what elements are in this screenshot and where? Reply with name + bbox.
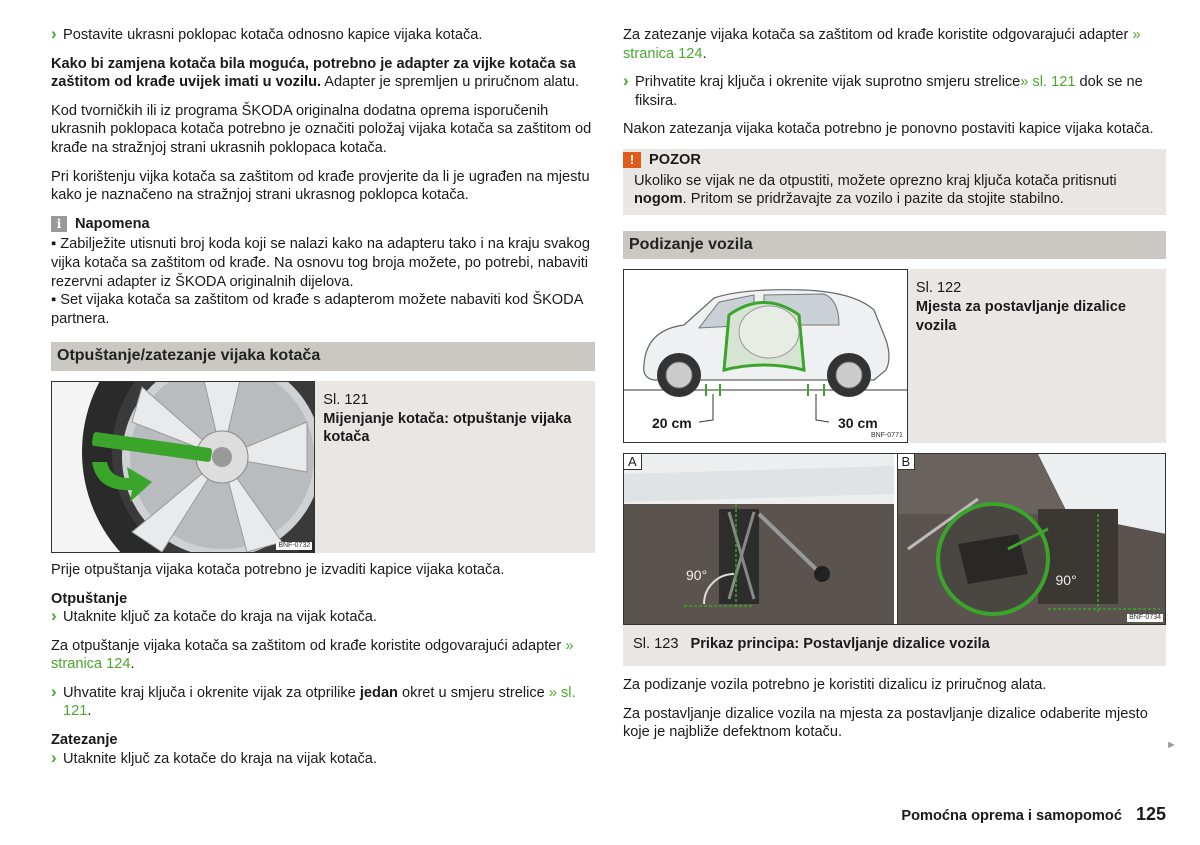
angle-label-a: 90° [686, 567, 708, 584]
figure-number: Sl. 123 [633, 636, 679, 653]
jack-detail-b [897, 454, 1166, 624]
right-column [623, 26, 1166, 752]
figure-link[interactable]: » sl. 121 [63, 684, 576, 720]
instruction-step: › Postavite ukrasni poklopac kotača odnosno kapice vijaka kotača. [51, 26, 595, 45]
continue-arrow-icon: ► [1166, 739, 1177, 751]
page-link[interactable]: » stranica 124 [51, 637, 574, 673]
figure-123 [623, 453, 1166, 666]
text: . [87, 703, 92, 720]
paragraph: Pri korištenju vijka kotača sa zaštitom od krađe provjerite da li je ugrađen na mjestu kako je naznačeno na stražnjoj strani ukrasnog poklopca kotača. [51, 168, 590, 204]
figure-id: BNF-0732 [278, 541, 311, 549]
jack-detail-a [624, 454, 894, 624]
page-number: 125 [1135, 804, 1166, 824]
text: dok se ne fiksira. [635, 74, 1143, 109]
instruction-step: › Utaknite ključ za kotače do kraja na vijak kotača. [51, 608, 595, 627]
figure-122 [623, 269, 1166, 443]
subheading: Otpuštanje [51, 590, 128, 607]
paragraph: Za postavljanje dizalice vozila na mjesta za postavljanje dizalice odaberite mjesto koje je najbliže defektnom kotaču. [623, 705, 1148, 741]
text: Adapter je spremljen u priručnom alatu. [321, 74, 580, 91]
paragraph: Za podizanje vozila potrebno je koristiti dizalicu iz priručnog alata. [623, 676, 1047, 693]
warning-box [623, 149, 1166, 215]
note-title: Napomena [75, 215, 150, 232]
figure-number: Sl. 121 [323, 391, 369, 408]
note-header [51, 215, 595, 234]
figure-caption [623, 625, 1166, 666]
figure-121 [51, 381, 595, 553]
text: . Pritom se pridržavajte za vozilo i pazite da stojite stabilno. [682, 191, 1064, 208]
text: . [130, 656, 135, 673]
text: Ukoliko se vijak ne da otpustiti, možete oprezno kraj ključa kotača pritisnuti [634, 172, 1117, 189]
jack-a-image [624, 454, 894, 624]
bold-text: nogom [634, 191, 683, 208]
warning-body [623, 170, 1166, 209]
warning-title: POZOR [649, 151, 701, 168]
page-link[interactable]: » stranica 124 [623, 27, 1141, 62]
text: okret u smjeru strelice [397, 684, 549, 701]
info-icon: i [51, 216, 67, 232]
figure-id: BNF-0771 [870, 432, 903, 440]
page-footer [901, 805, 1166, 826]
instruction-step [623, 73, 1166, 110]
paragraph [51, 637, 595, 674]
jack-b-image [898, 454, 1166, 624]
figure-link[interactable]: » sl. 121 [1020, 74, 1076, 91]
paragraph: Kod tvorničkih ili iz programa ŠKODA originalna dodatna oprema isporučenih ukrasnih poklopaca kotača potrebno je označiti položaj vijaka kotača sa zaštitom od krađe na stražnjoj strani ukrasnih poklopaca kotača. [51, 102, 592, 156]
left-column [51, 26, 595, 778]
paragraph [51, 55, 595, 92]
figure-label-a: A [624, 454, 642, 470]
figure-caption [315, 381, 595, 553]
note-body [51, 235, 595, 328]
section-heading: Otpuštanje/zatezanje vijaka kotača [51, 342, 595, 371]
figure-number: Sl. 122 [915, 280, 962, 297]
figure-title: Mjesta za postavljanje dizalice vozila [915, 298, 1126, 334]
text: Za otpuštanje vijaka kotača sa zaštitom od krađe koristite odgovarajući adapter [51, 637, 566, 654]
figure-label-b: B [898, 454, 916, 470]
paragraph: Nakon zatezanja vijaka kotača potrebno je ponovno postaviti kapice vijaka kotača. [623, 121, 1154, 138]
figure-caption [908, 269, 1166, 443]
section-heading: Podizanje vozila [623, 231, 1166, 260]
paragraph: Prije otpuštanja vijaka kotača potrebno je izvaditi kapice vijaka kotača. [51, 561, 505, 578]
dimension-rear-label: 30 cm [838, 415, 878, 432]
figure-title: Mijenjanje kotača: otpuštanje vijaka kotača [323, 410, 572, 446]
instruction-step [51, 684, 595, 721]
dimension-front-label: 20 cm [652, 415, 692, 432]
note-item: ▪ Set vijaka kotača sa zaštitom od krađe s adapterom možete nabaviti kod ŠKODA partnera. [51, 292, 583, 327]
paragraph [623, 26, 1166, 63]
note-item: ▪ Zabilježite utisnuti broj koda koji se nalazi kako na adapteru tako i na kraju svakog vijka kotača sa zaštitom od krađe. Na osnovu tog broja možete, po potrebi, nabaviti rezervni adapter iz ŠKODA originalnih dijelova. [51, 236, 590, 290]
bold-text: Kako bi zamjena kotača bila moguća, potrebno je adapter za vijke kotača sa zaštitom od krađe uvijek imati u vozilu. [51, 55, 576, 91]
subheading: Zatezanje [51, 732, 118, 749]
angle-label-b: 90° [1055, 572, 1077, 589]
car-side-illustration [623, 269, 908, 443]
instruction-step: › Utaknite ključ za kotače do kraja na vijak kotača. [51, 750, 595, 769]
chapter-title: Pomoćna oprema i samopomoć [901, 808, 1122, 824]
text: Uhvatite kraj ključa i okrenite vijak za otprilike [63, 684, 360, 701]
warning-header [623, 149, 1166, 170]
text: . [702, 45, 707, 62]
wheel-image [52, 382, 315, 552]
jack-illustrations [623, 453, 1166, 625]
wheel-illustration [51, 381, 315, 553]
figure-title: Prikaz principa: Postavljanje dizalice vozila [690, 636, 990, 653]
text: Prihvatite kraj ključa i okrenite vijak suprotno smjeru strelice [635, 74, 1021, 91]
text: Za zatezanje vijaka kotača sa zaštitom od krađe koristite odgovarajući adapter [623, 27, 1133, 43]
warning-icon: ! [623, 152, 641, 168]
figure-id: BNF-0734 [1129, 614, 1161, 622]
bold-text: jedan [359, 684, 398, 701]
